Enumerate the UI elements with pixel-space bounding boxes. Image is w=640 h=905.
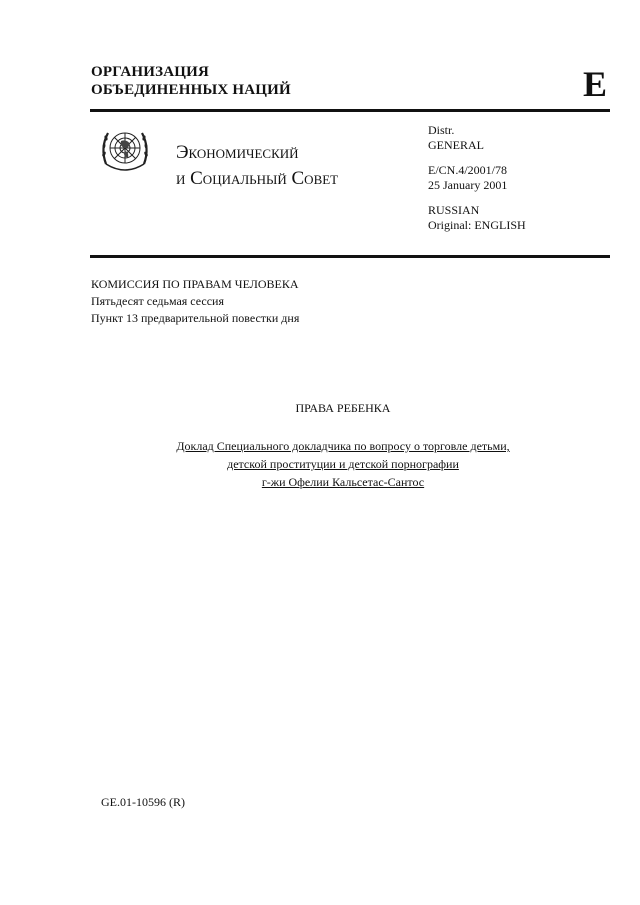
council-line-1: Экономический [176,142,299,163]
header-bottom-divider [90,255,610,258]
commission-name: КОМИССИЯ ПО ПРАВАМ ЧЕЛОВЕКА [91,277,299,291]
job-number: GE.01-10596 (R) [101,795,185,809]
council-name [176,140,338,192]
report-line-2: детской проституции и детской порнографии [227,457,459,471]
document-language: RUSSIAN [428,203,480,217]
commission-block [91,276,299,327]
original-language: Original: ENGLISH [428,218,526,232]
symbol-date-block [428,163,507,193]
commission-session: Пятьдесят седьмая сессия [91,294,224,308]
council-line-2: и Социальный Совет [176,168,339,189]
document-title: ПРАВА РЕБЕНКА [295,401,391,415]
org-line-2: ОБЪЕДИНЕННЫХ НАЦИЙ [91,82,291,98]
report-line-3: г-жи Офелии Кальсетас-Сантос [261,475,425,489]
org-line-1: ОРГАНИЗАЦИЯ [91,64,210,80]
distr-label: Distr. [428,123,455,137]
document-symbol: E/CN.4/2001/78 [428,163,508,177]
document-date: 25 January 2001 [428,178,508,192]
un-emblem-icon [94,124,156,178]
language-letter: E [583,64,608,104]
agenda-item: Пункт 13 предварительной повестки дня [91,311,300,325]
report-line-1: Доклад Специального докладчика по вопросу о торговле детьми, [176,439,510,453]
language-block [428,203,526,233]
distribution-block [428,123,484,153]
report-heading [0,437,640,491]
distr-value: GENERAL [428,138,484,152]
top-divider [90,109,610,112]
organization-name [91,63,291,99]
